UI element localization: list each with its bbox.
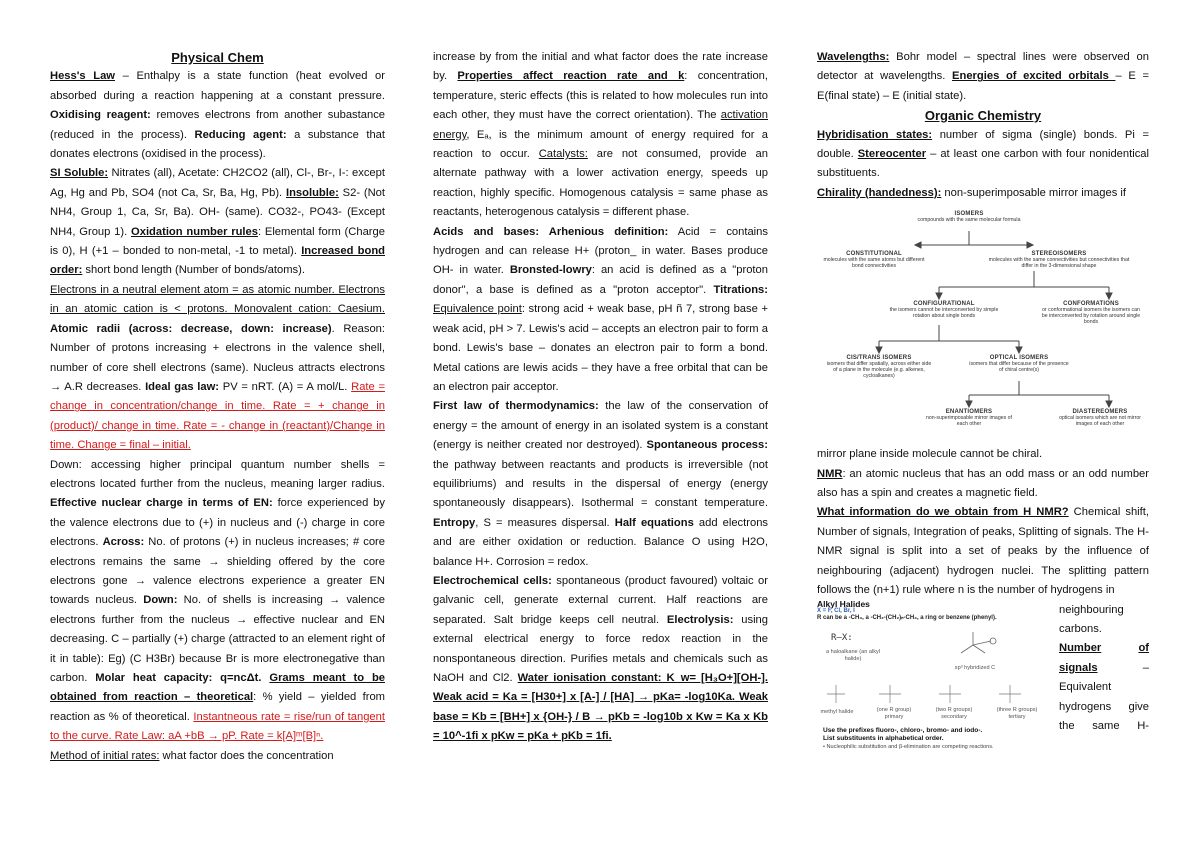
text-down-shells: Down: accessing higher principal quantum number shells = electrons located further from the nucleus, meaning larger radius. (50, 458, 385, 490)
term-oxidising: Oxidising reagent: (50, 109, 151, 122)
text-atomic-radii: . Reason: Number of protons increasing + electrons in the valence shell, number of core shell electrons (same). Nucleus attracts electrons → A.R decreases. (50, 322, 385, 393)
text-electrons: Electrons in a neutral element atom = as atomic number. Electrons in an atomic cation is < protons. Monovalent cation: Caesium. (50, 283, 385, 316)
term-h-nmr: What information do we obtain from H NMR? (817, 506, 1069, 519)
text-stereocenter: – at least one carbon with four nonidentical substituents. (817, 148, 1149, 180)
text-instantaneous-rate: Instantneous rate = rise/run of tangent to the curve. Rate Law: aA +bB → pP. Rate = k[A]ᵐ[B]ⁿ. (50, 710, 385, 743)
term-half-equations: Half equations (614, 516, 694, 529)
node-conformations (1041, 301, 1141, 325)
term-stereocenter: Stereocenter (857, 148, 927, 161)
text-h-nmr: Chemical shift, Number of signals, Integration of peaks, Splitting of signals. The H-NMR signal is split into a set of peaks by the influence of neighbouring (adjacent) hydrogen nuclei. The splitting pattern follows the (n+1) rule where n is the number of hydrogens in (817, 506, 1149, 597)
text-electrochemical: spontaneous (product favoured) voltaic or galvanic cell, generate external current. Half reactions are separated. Salt bridge keeps cell neutral. (433, 574, 768, 626)
node-diastereomers-label: DIASTEREOMERS (1072, 409, 1128, 416)
side-same: same (1092, 719, 1120, 732)
term-activation-energy: activation energy (433, 109, 768, 141)
node-stereoisomers-label: STEREOISOMERS (1031, 251, 1087, 258)
text-across: No. of protons (+) in nucleus increases; # core electrons remains the same → shielding offered by the core electrons gone → valence electrons experience a greater EN towards nucleus. (50, 536, 385, 607)
text-ideal-gas: PV = nRT. (A) = A mol/L. (219, 380, 352, 393)
side-same-line (1059, 717, 1149, 736)
side-neighbouring: neighbouring (1059, 603, 1124, 616)
sp3-carbon-icon (949, 629, 999, 663)
text-rate-definition: Rate = change in concentration/change in time. Rate = + change in (product)/ change in time. Rate = - change in (reactant)/Change in time. Change = final – initial. (50, 380, 385, 452)
term-catalysts: Catalysts: (538, 148, 588, 161)
naming-rule-competing: • Nucleophilic substitution and β-elimination are competing reactions. (823, 743, 994, 750)
naming-rule-prefixes: Use the prefixes fluoro-, chloro-, bromo- and iodo-. (823, 726, 983, 734)
paragraph-wavelengths (817, 48, 1149, 106)
node-enantiomers-desc: non-superimposable mirror images of each other (926, 415, 1012, 428)
text-effective-nuclear: force experienced by the valence electrons due to (+) in nucleus and (-) charge in core electrons. (50, 497, 385, 549)
term-down: Down: (143, 594, 178, 607)
side-text-nmr (1059, 601, 1149, 737)
sp3-caption: sp³ hybridized C (954, 664, 996, 671)
term-wavelengths: Wavelengths: (817, 51, 890, 63)
term-molar-heat: Molar heat capacity: q=ncΔt. (95, 672, 262, 684)
term-nmr: NMR (817, 467, 843, 480)
alkyl-halides-title: Alkyl Halides (817, 598, 870, 609)
term-electrolysis: Electrolysis: (666, 613, 734, 626)
text-yield: : % yield – yielded from reaction as % of theoretical. (50, 691, 385, 723)
side-h: H- (1137, 719, 1149, 732)
term-hess-law: Hess's Law (50, 70, 115, 83)
side-the: the (1059, 719, 1075, 732)
text-catalysts: are not consumed, provide an alternate pathway with a lower activation energy, speeds up reaction, highly specific. Homogenous catalysis = same phase as reactants, heterogenous catalysis = different phase. (433, 148, 768, 219)
term-acids-bases: Acids and bases: Arhenious definition: (433, 225, 669, 238)
text-continued: increase by from the initial and what factor does the rate increase by. (433, 51, 768, 83)
node-conformations-label: CONFORMATIONS (1063, 301, 1119, 308)
text-bond-order: short bond length (Number of bonds/atoms). (82, 264, 305, 277)
term-atomic-radii: Atomic radii (across: decrease, down: increase) (50, 322, 332, 335)
term-reducing: Reducing agent: (194, 128, 287, 141)
text-insoluble: S2- (Not NH4, Group 1, Ca, Sr, Ba). OH- (same). CO32-, PO43- (Except NH4, Group 1). (50, 186, 385, 238)
side-of: of (1138, 642, 1149, 655)
paragraph-h-nmr (817, 503, 1149, 600)
paragraph-chirality (817, 184, 1149, 203)
term-spontaneous: Spontaneous process: (646, 439, 768, 452)
node-constitutional-desc: molecules with the same atoms but different bond connectivities (823, 257, 925, 270)
text-soluble: Nitrates (all), Acetate: CH2CO2 (all), Cl-, Br-, I-: except Ag, Hg and Pb, SO4 (not Ca, Sr, Ba, Hg, Pb). (50, 167, 385, 199)
node-isomers-label: ISOMERS (954, 211, 984, 218)
term-entropy: Entropy (433, 516, 476, 529)
text-spontaneous: the pathway between reactants and products is irreversible (not equilibriums) and results in the dispersal of energy (energy spontaneously disappears). Isothermal = constant temperature. (433, 458, 768, 510)
paragraph-mirror-plane: mirror plane inside molecule cannot be chiral. (817, 448, 1043, 461)
term-bond-order: Increased bond order: (50, 245, 385, 277)
term-electrochemical: Electrochemical cells: (433, 574, 552, 587)
text-half-equations: add electrons and are either oxidation or reduction. Balance O using H2O, balance H+. Corrosion = redox. (433, 516, 768, 568)
node-cis-trans-desc: isomers that differ spatially, across either side of a plane in the molecule (e.g. alkenes, cycloalkanes) (826, 361, 932, 380)
paragraph-nmr (817, 465, 1149, 504)
side-number: Number (1059, 642, 1102, 655)
node-enantiomers-label: ENANTIOMERS (945, 409, 993, 416)
section-title-organic: Organic Chemistry (924, 108, 1042, 124)
term-ideal-gas: Ideal gas law: (145, 380, 220, 393)
text-equivalence: : strong acid + weak base, pH ñ 7, strong base + weak acid, pH > 7. Lewis's acid – accepts an electron pair to form a bond. Lewis's base – donates an electron pair to form a bond. Metal cations are lewis acids – they have a free orbital that can be an electron pair acceptor. (433, 303, 768, 393)
paragraph-thermo (433, 397, 768, 572)
node-isomers (914, 211, 1024, 223)
node-configurational (889, 301, 999, 319)
node-constitutional (819, 251, 929, 269)
text-oxidation-number: : Elemental form (Charge is 0), H (+1 – bonded to non-metal, -1 to metal). (50, 225, 385, 258)
text-wavelengths: Bohr model – spectral lines were observed on detector at wavelengths. (817, 51, 1149, 83)
paragraph-electrons (50, 281, 385, 456)
naming-rule-order: List substituents in alphabetical order. (823, 734, 944, 742)
term-soluble: SI Soluble: (50, 167, 109, 180)
paragraph-down (50, 456, 385, 747)
isomer-diagram (819, 209, 1141, 441)
section-title-physical-chem: Physical Chem (171, 50, 264, 65)
text-chirality: non-superimposable mirror images if (941, 186, 1126, 199)
text-entropy: , S = measures dispersal. (475, 516, 615, 529)
node-optical-desc: isomers that differ because of the presence of chiral centre(s) (969, 361, 1069, 374)
paragraph-hybridisation (817, 126, 1149, 184)
term-oxidation-number: Oxidation number rules (131, 225, 258, 238)
text-bronsted: : an acid is defined as a "proton donor", a base is defined as a "proton acceptor". (433, 264, 768, 296)
term-properties-rate: Properties affect reaction rate and k (457, 70, 685, 83)
side-hydrogens-line (1059, 698, 1149, 717)
paragraph-hess (50, 67, 385, 164)
node-cis-trans (824, 355, 934, 379)
term-first-law: First law of thermodynamics: (433, 400, 599, 413)
side-number-of (1059, 639, 1149, 658)
term-equivalence: Equivalence point (433, 303, 522, 316)
node-diastereomers (1059, 409, 1141, 427)
node-stereoisomers (984, 251, 1134, 269)
text-acids-bases: Acid = contains hydrogen and can release H+ (proton_ in water. Bases produce OH- in water. (433, 225, 768, 277)
r-group-line: R can be a -CH₃, a -CH₂-(CH₂)ₙ-CH₃, a ring or benzene (phenyl). (817, 614, 997, 621)
tertiary-caption: (three R groups) tertiary (996, 706, 1038, 720)
term-effective-nuclear: Effective nuclear charge in terms of EN: (50, 497, 273, 510)
node-stereoisomers-desc: molecules with the same connectivities but connectivities that differ in the 3-dimensional shape (988, 257, 1130, 270)
term-bronsted: Bronsted-lowry (509, 264, 592, 277)
paragraph-initial-rates (50, 747, 385, 766)
term-across: Across: (102, 536, 145, 549)
text-water-ionisation: Water ionisation constant: K_w= [H₃O+][OH-]. Weak acid = Ka = [H30+] x [A-] / [HA] → pKa= -log10Ka. Weak base = Kb = [BH+] x {OH-} / B → pKb = -log10b x Kw = Ka x Kb = 10^-1fi x pKw = pKa + pKb = 1fi. (433, 672, 768, 743)
side-hydrogens: hydrogens (1059, 700, 1112, 713)
node-isomers-desc: compounds with the same molecular formula (917, 217, 1021, 224)
node-cis-trans-label: CIS/TRANS ISOMERS (846, 355, 912, 362)
node-optical-label: OPTICAL ISOMERS (989, 355, 1049, 362)
text-initial-rates: what factor does the concentration (159, 749, 334, 762)
node-configurational-desc: the isomers cannot be interconverted by simple rotation about single bonds (889, 307, 999, 320)
side-dash: – (1142, 661, 1149, 674)
node-constitutional-label: CONSTITUTIONAL (846, 251, 902, 258)
paragraph-acids (433, 223, 768, 398)
primary-caption: (one R group) primary (876, 706, 912, 720)
text-reducing: a substance that donates electrons (oxidised in the process). (50, 128, 385, 161)
paragraph-electrochem (433, 572, 768, 747)
column-organic (817, 48, 1149, 759)
halogen-line: X = F, Cl, Br, I (817, 607, 855, 614)
side-carbons: carbons. (1059, 622, 1102, 635)
side-equivalent: Equivalent (1059, 681, 1112, 694)
methyl-caption: methyl halide (820, 708, 854, 715)
naming-rules (823, 727, 994, 751)
text-down: No. of shells is increasing → valence electrons further from the nucleus → effective nuclear and EN decreasing. C – partially (+) charge (attracted to an element right of it in table): Eg) (C H3Br) because Br is more electronegative than carbon. (50, 594, 385, 684)
term-hybridisation: Hybridisation states: (817, 128, 933, 141)
side-signals-line (1059, 659, 1149, 678)
text-hess: – Enthalpy is a state function (heat evolved or absorbed during a reaction happening at a constant pressure. (50, 70, 385, 102)
isomer-diagram-connectors (819, 209, 1141, 441)
haloalkane-caption: a haloalkane (an alkyl halide) (825, 648, 881, 662)
paragraph-solubility (50, 164, 385, 280)
text-electrolysis: using external electrical energy to force redox reaction in the nonspontaneous direction. Purifies metals and chemicals such as NaOH and Cl2. (433, 613, 768, 684)
halide-class-structures-icon (819, 681, 1049, 707)
text-first-law: the law of the conservation of energy = the amount of energy in an isolated system is a constant (energy is neither created nor destroyed). (433, 400, 768, 452)
node-diastereomers-desc: optical isomers which are not mirror images of each other (1059, 415, 1141, 428)
text-hybridisation: number of sigma (single) bonds. Pi = double. (817, 128, 1149, 161)
term-initial-rates: Method of initial rates: (50, 749, 160, 762)
node-optical (969, 355, 1069, 373)
side-signals: signals (1059, 661, 1098, 674)
text-properties-rate: : concentration, temperature, steric effects (this is related to how molecules run into each other, they must have the correct orientation). The (433, 70, 768, 122)
term-titrations: Titrations: (713, 283, 768, 296)
column-physical-chem (50, 48, 385, 766)
term-grams-theoretical: Grams meant to be obtained from reaction – theoretical (50, 672, 385, 704)
term-energies: Energies of excited orbitals (952, 70, 1116, 83)
term-chirality: Chirality (handedness): (817, 186, 942, 199)
alkyl-halides-area (817, 598, 1149, 759)
secondary-caption: (two R groups) secondary (935, 706, 973, 720)
alkyl-halides-figure (817, 598, 1049, 757)
column-kinetics-thermo (433, 48, 768, 747)
text-nmr: : an atomic nucleus that has an odd mass or an odd number also has a spin and creates a magnetic field. (817, 467, 1149, 500)
paragraph-rates (433, 48, 768, 223)
side-give: give (1128, 700, 1149, 713)
node-configurational-label: CONFIGURATIONAL (913, 301, 975, 308)
node-enantiomers (924, 409, 1014, 427)
node-conformations-desc: or conformational isomers the isomers can be interconverted by rotation around single bonds (1041, 307, 1141, 326)
text-activation-energy: , Eₐ, is the minimum amount of energy required for a reaction to occur. (433, 128, 768, 161)
text-oxidising: removes electrons from another subastance (reduced in the process). (50, 109, 385, 141)
rx-structure: R—X: (831, 632, 853, 643)
term-insoluble: Insoluble: (285, 186, 339, 199)
text-energies: – E = E(final state) – E (initial state). (817, 70, 1149, 102)
